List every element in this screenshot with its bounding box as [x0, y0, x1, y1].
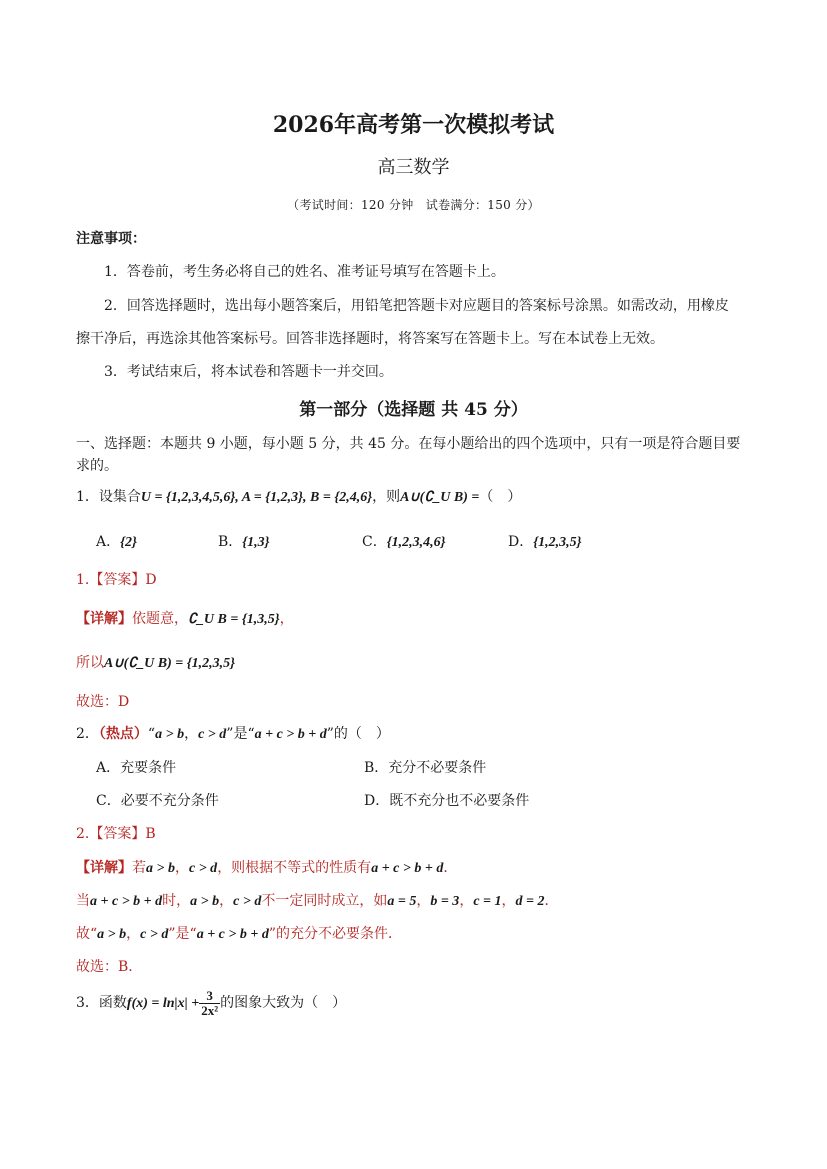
note-1: 1．答卷前，考生务必将自己的姓名、准考证号填写在答题卡上。 — [104, 264, 505, 280]
q2-option-d: D．既不充分也不必要条件 — [364, 793, 530, 809]
q2-detail-3: 故“a > b，c > d”是“a + c > b + d”的充分不必要条件． — [76, 926, 403, 942]
note-2-line-2: 擦干净后，再选涂其他答案标号。回答非选择题时，将答案写在答题卡上。写在本试卷上无效。 — [76, 331, 664, 347]
q2-option-a: A．充要条件 — [96, 760, 177, 776]
q3-fraction: $\frac{3}{\text{2x²}}$ — [201, 987, 219, 1018]
question-3-stem: 3．函数f(x) = ln|x| + $\frac{3}{\text{2x²}}$ 的图象大致为（ ） — [76, 987, 347, 1018]
q1-detail: 【详解】依题意，∁_U B = {1,3,5}， — [76, 611, 294, 627]
q2-detail-1: 【详解】若a > b，c > d，则根据不等式的性质有a + c > b + d． — [76, 860, 458, 876]
question-2-stem: 2．（热点）“a > b，c > d”是“a + c > b + d”的（ ） — [76, 726, 390, 742]
q1-sets: U = {1,2,3,4,5,6}, A = {1,2,3}, B = {2,4,6} — [140, 490, 373, 505]
q2-answer: 2.【答案】B — [76, 826, 156, 842]
exam-title: 2026年高考第一次模拟考试 — [272, 112, 555, 138]
q1-conclusion: 所以A∪(∁_U B) = {1,2,3,5} — [76, 655, 235, 671]
q2-option-b: B．充分不必要条件 — [364, 760, 487, 776]
notes-heading: 注意事项： — [76, 231, 146, 247]
section-intro-line-2: 求的。 — [76, 458, 118, 474]
q1-mid: ，则 — [372, 489, 401, 505]
q1-prefix: 1．设集合 — [76, 489, 141, 505]
q2-detail-2: 当a + c > b + d时，a > b，c > d不一定同时成立，如a = 5，b = 3，c = 1，d = 2． — [76, 893, 559, 909]
section-intro-line-1: 一、选择题：本题共 9 小题，每小题 5 分，共 45 分。在每小题给出的四个选项中，只有一项是符合题目要 — [76, 436, 741, 452]
q1-option-a: A．{2} — [96, 534, 137, 550]
hot-badge: （热点） — [98, 726, 148, 742]
q2-choose: 故选：B. — [76, 959, 133, 975]
question-1-stem — [76, 487, 521, 508]
q1-answer: 1.【答案】D — [76, 572, 157, 588]
q1-option-c: C．{1,2,3,4,6} — [362, 534, 446, 550]
q1-choose: 故选：D — [76, 694, 130, 710]
note-3: 3．考试结束后，将本试卷和答题卡一并交回。 — [104, 364, 393, 380]
q1-suffix: （ ） — [479, 489, 522, 505]
exam-subject: 高三数学 — [377, 157, 450, 178]
q1-option-d: D．{1,2,3,5} — [508, 534, 582, 550]
q1-option-b: B．{1,3} — [218, 534, 270, 550]
exam-info: （考试时间：120 分钟 试卷满分：150 分） — [287, 198, 540, 212]
section-title: 第一部分（选择题 共 45 分） — [299, 400, 528, 420]
note-2-line-1: 2．回答选择题时，选出每小题答案后，用铅笔把答题卡对应题目的答案标号涂黑。如需改动，用橡皮 — [104, 298, 729, 314]
q2-option-c: C．必要不充分条件 — [96, 793, 219, 809]
q1-expr: A∪(∁_U B) = — [400, 490, 480, 505]
